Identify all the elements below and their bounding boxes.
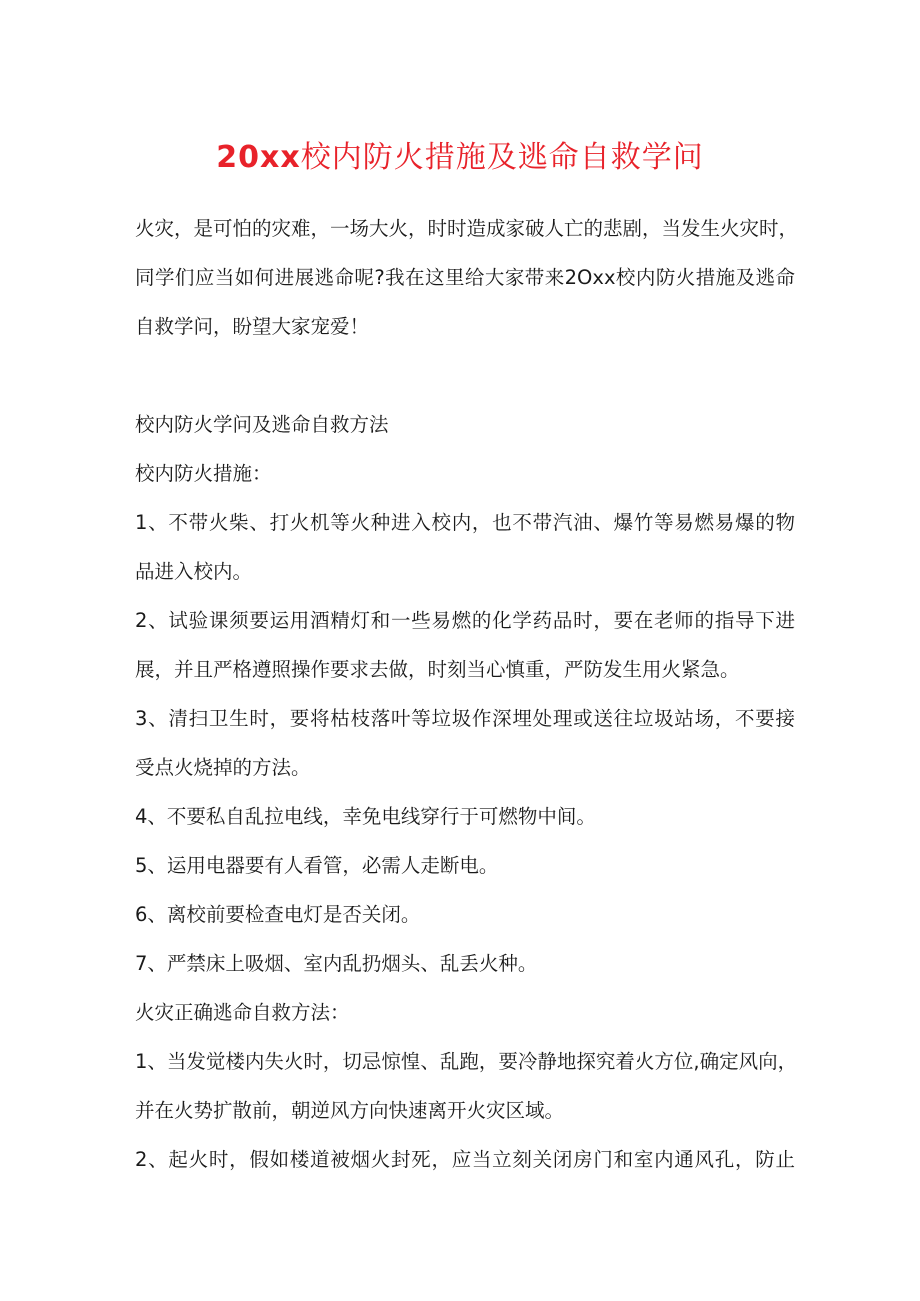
intro-line: 同学们应当如何进展逃命呢?我在这里给大家带来2Oxx校内防火措施及逃命 [135, 266, 795, 289]
prevention-item [135, 498, 795, 596]
item-line: 受点火烧掉的方法。 [135, 756, 311, 779]
page-title [0, 134, 920, 182]
document-body [135, 204, 799, 1184]
title-year: 20xx [216, 140, 301, 175]
item-line: 5、运用电器要有人看管，必需人走断电。 [135, 854, 499, 877]
paragraph-gap [135, 351, 795, 400]
prevention-item [135, 694, 795, 792]
prevention-item [135, 939, 795, 988]
item-line: 展，并且严格遵照操作要求去做，时刻当心慎重，严防发生用火紧急。 [135, 658, 740, 681]
item-line: 2、起火时，假如楼道被烟火封死，应当立刻关闭房门和室内通风孔，防止 [135, 1148, 795, 1171]
prevention-item [135, 792, 795, 841]
escape-item [135, 1135, 795, 1184]
intro-paragraph [135, 204, 799, 351]
item-line: 并在火势扩散前，朝逆风方向快速离开火灾区域。 [135, 1099, 565, 1122]
intro-line: 自救学问，盼望大家宠爱！ [135, 315, 370, 338]
item-line: 2、试验课须要运用酒精灯和一些易燃的化学药品时，要在老师的指导下进 [135, 609, 795, 632]
fire-prevention-heading: 校内防火措施： [135, 462, 272, 485]
prevention-item [135, 841, 795, 890]
prevention-item [135, 596, 795, 694]
title-text: 校内防火措施及逃命自救学问 [300, 140, 704, 175]
escape-heading: 火灾正确逃命自救方法： [135, 1001, 350, 1024]
item-line: 7、严禁床上吸烟、室内乱扔烟头、乱丢火种。 [135, 952, 538, 975]
item-line: 3、清扫卫生时，要将枯枝落叶等垃圾作深埋处理或送往垃圾站场，不要接 [135, 707, 795, 730]
item-line: 1、不带火柴、打火机等火种进入校内，也不带汽油、爆竹等易燃易爆的物 [135, 511, 795, 534]
intro-line: 火灾，是可怕的灾难，一场大火，时时造成家破人亡的悲剧，当发生火灾时， [135, 217, 799, 240]
item-line: 6、离校前要检查电灯是否关闭。 [135, 903, 421, 926]
item-line: 4、不要私自乱拉电线，幸免电线穿行于可燃物中间。 [135, 805, 596, 828]
item-line: 1、当发觉楼内失火时，切忌惊惶、乱跑，要冷静地探究着火方位,确定风向， [135, 1050, 798, 1073]
prevention-item [135, 890, 795, 939]
item-line: 品进入校内。 [135, 560, 253, 583]
escape-item [135, 1037, 798, 1135]
section-heading: 校内防火学问及逃命自救方法 [135, 413, 389, 436]
